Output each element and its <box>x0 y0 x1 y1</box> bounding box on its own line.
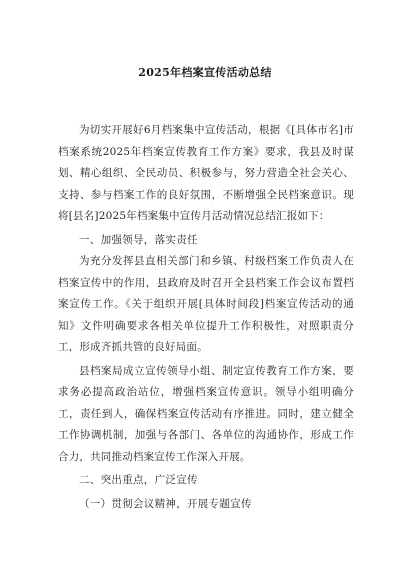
section-2-heading: 二、突出重点，广泛宣传 <box>79 474 198 486</box>
section-1-paragraph-2: 县档案局成立宣传领导小组、制定宣传教育工作方案，要求务必提高政治站位，增强档案宣传意识。领导小组明确分工，责任到人，确保档案宣传活动有序推进。同时，建立健全工作协调机制，加强与各部门、各单位的沟通协作，形成工作合力，共同推动档案宣传工作深入开展。 <box>58 364 354 463</box>
document-body <box>58 120 354 515</box>
section-1-paragraph-1: 为充分发挥县直相关部门和乡镇、村级档案工作负责人在档案宣传中的作用，县政府及时召开全县档案工作会议布置档案宣传工作。《关于组织开展[具体时间段]档案宣传活动的通知》文件明确要求各相关单位提升工作积极性，对照职责分工，形成齐抓共管的良好局面。 <box>58 255 354 353</box>
document-title: 2025年档案宣传活动总结 <box>138 66 272 79</box>
section-1-heading: 一、加强领导，落实责任 <box>79 233 198 246</box>
intro-paragraph: 为切实开展好6月档案集中宣传活动，根据《[具体市名]市档案系统2025年档案宣传教育工作方案》要求，我县及时谋划、精心组织、全民动员、积极参与，努力营造全社会关心、支持、参与档案工作的良好氛围，不断增强全民档案意识。现将[县名]2025年档案集中宣传月活动情况总结汇报如下： <box>58 124 354 222</box>
section-2-subheading: （一）贯彻会议精神，开展专题宣传 <box>79 497 252 510</box>
